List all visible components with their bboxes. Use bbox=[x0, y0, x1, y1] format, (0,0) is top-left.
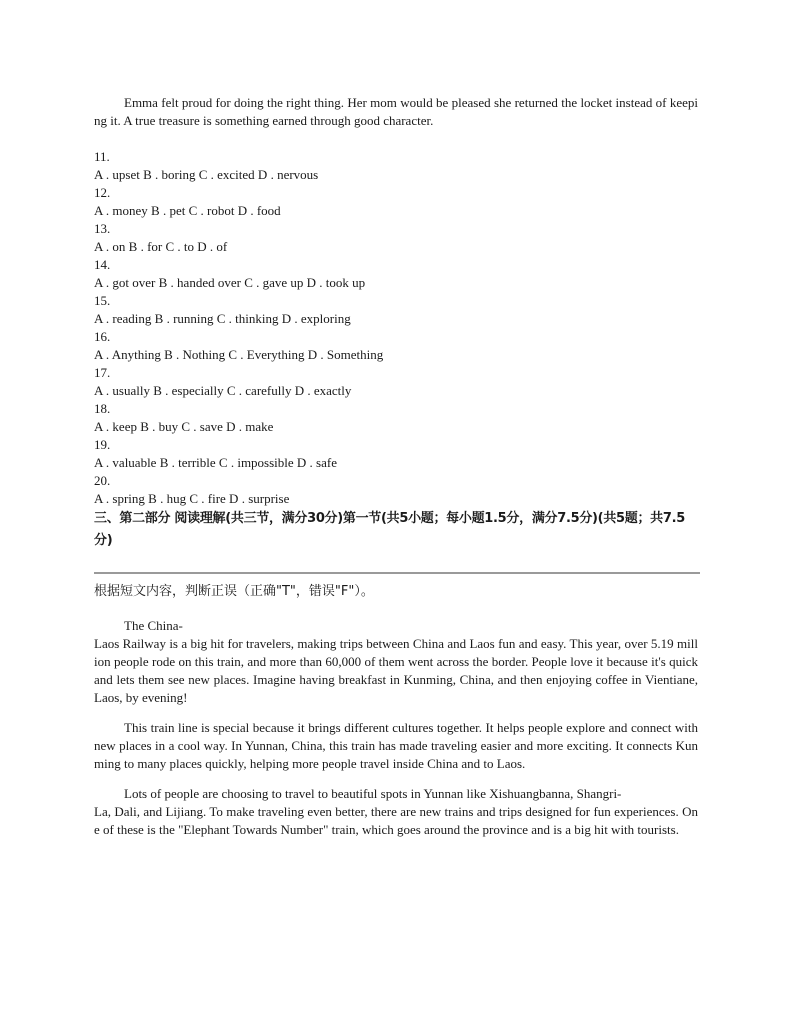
reading-paragraph-head: Lots of people are choosing to travel to beautiful spots in Yunnan like Xishuangbanna, Shangri- bbox=[124, 786, 622, 801]
section-title: 三、第二部分 阅读理解(共三节，满分30分)第一节(共5小题；每小题1.5分，满分7.5分)(共5题；共7.5分) bbox=[94, 511, 686, 548]
reading-paragraph-head: The China- bbox=[124, 618, 183, 633]
reading-paragraph-3 bbox=[94, 785, 698, 839]
question-number: 15. bbox=[94, 293, 111, 308]
reading-paragraph-body: Laos Railway is a big hit for travelers, making trips between China and Laos fun and easy. This year, over 5.19 million people rode on this train, and more than 60,000 of them went across the border. People love it because it's quick and lets them see new places. Imagine having breakfast in Kunming, China, and then enjoying coffee in Vientiane, Laos, by evening! bbox=[94, 636, 698, 705]
question-number: 17. bbox=[94, 365, 111, 380]
question-number: 12. bbox=[94, 185, 111, 200]
question-number: 13. bbox=[94, 221, 111, 236]
question-options: A . reading B . running C . thinking D . exploring bbox=[94, 311, 351, 326]
question-number: 11. bbox=[94, 149, 110, 164]
section-divider bbox=[94, 572, 700, 574]
question-number: 20. bbox=[94, 473, 111, 488]
question-list bbox=[94, 148, 698, 508]
question-options: A . got over B . handed over C . gave up D . took up bbox=[94, 275, 366, 290]
question-options: A . keep B . buy C . save D . make bbox=[94, 419, 274, 434]
question-options: A . Anything B . Nothing C . Everything D . Something bbox=[94, 347, 384, 362]
question-options: A . money B . pet C . robot D . food bbox=[94, 203, 281, 218]
reading-paragraph-body: La, Dali, and Lijiang. To make traveling even better, there are new trains and trips designed for fun experiences. One of these is the "Elephant Towards Number" train, which goes around the province and is a big hit with tourists. bbox=[94, 804, 698, 837]
question-options: A . on B . for C . to D . of bbox=[94, 239, 228, 254]
question-number: 14. bbox=[94, 257, 111, 272]
reading-paragraph-2: This train line is special because it brings different cultures together. It helps people explore and connect with new places in a cool way. In Yunnan, China, this train has made traveling easier and more exciting. It connects Kunming to many places quickly, helping more people travel inside China and to Laos. bbox=[94, 720, 698, 771]
document-page bbox=[94, 94, 698, 839]
question-number: 19. bbox=[94, 437, 111, 452]
question-options: A . usually B . especially C . carefully D . exactly bbox=[94, 383, 352, 398]
question-number: 16. bbox=[94, 329, 111, 344]
question-options: A . valuable B . terrible C . impossible D . safe bbox=[94, 455, 337, 470]
reading-paragraph-1 bbox=[94, 617, 698, 707]
passage-ending-paragraph: Emma felt proud for doing the right thing. Her mom would be pleased she returned the locket instead of keeping it. A true treasure is something earned through good character. bbox=[94, 95, 698, 128]
question-number: 18. bbox=[94, 401, 111, 416]
question-options: A . spring B . hug C . fire D . surprise bbox=[94, 491, 290, 506]
task-instruction: 根据短文内容，判断正误（正确"T"，错误"F"）。 bbox=[94, 584, 374, 599]
question-options: A . upset B . boring C . excited D . nervous bbox=[94, 167, 319, 182]
